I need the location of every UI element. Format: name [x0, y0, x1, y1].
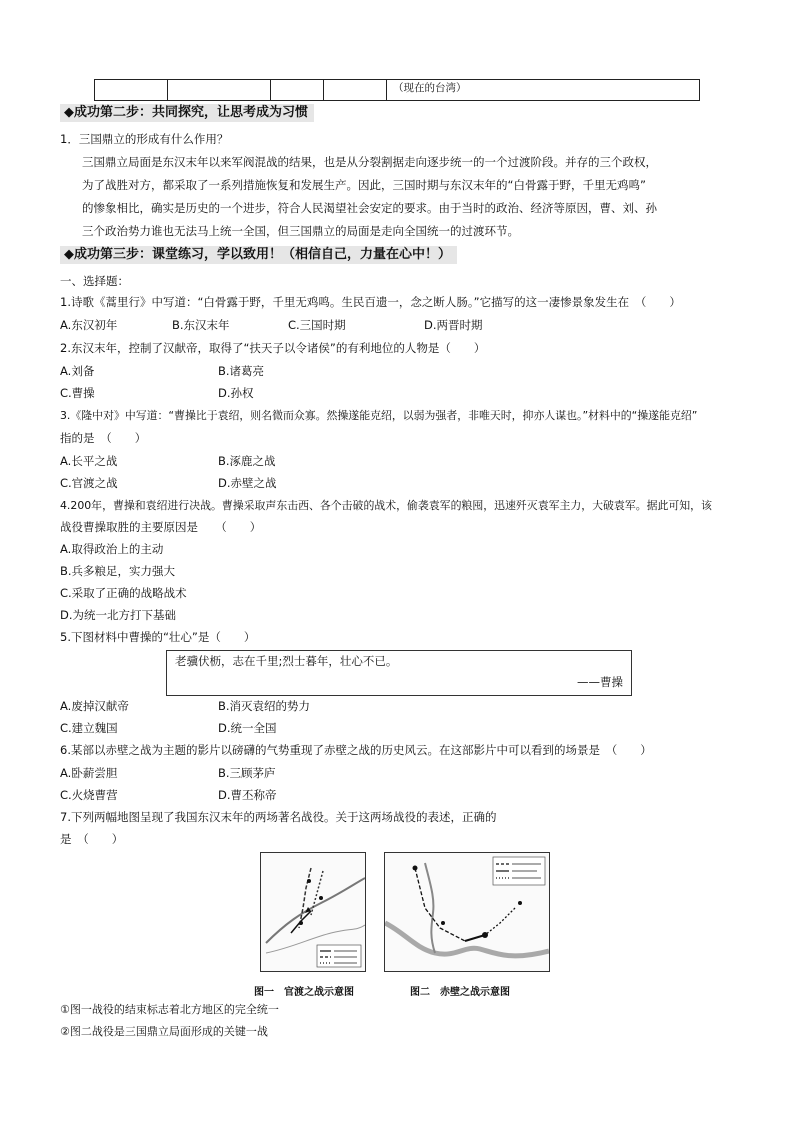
q5-quote: 老骥伏枥，志在千里;烈士暮年，壮心不已。	[175, 654, 398, 668]
map1-caption: 图一 官渡之战示意图	[254, 987, 354, 998]
q4-option-d: D.为统一北方打下基础	[60, 608, 177, 622]
q4-stem: 4.200年，曹操和袁绍进行决战。曹操采取声东击西、各个击破的战术，偷袭袁军的粮囤，迅速歼灭袁军主力，大破袁军。据此可知，该	[60, 499, 712, 512]
q1-option-b: B.东汉末年	[172, 318, 230, 332]
table-cell	[95, 80, 168, 101]
q7-statement-2: ②图二战役是三国鼎立局面形成的关键一战	[60, 1025, 268, 1038]
table-note-cell: （现在的台湾）	[387, 80, 700, 101]
q5-option-d: D.统一全国	[218, 721, 277, 735]
section-label: 一、选择题：	[60, 274, 129, 288]
q3-stem: 3.《隆中对》中写道：“曹操比于袁绍，则名微而众寡。然操遂能克绍，以弱为强者，非唯天时，抑亦人谋也。”材料中的“操遂能克绍”	[60, 409, 698, 422]
q5-author: ——曹操	[577, 675, 623, 689]
q5-option-a: A.废掉汉献帝	[60, 699, 129, 713]
q3-stem-cont: 指的是 （ ）	[60, 431, 147, 445]
map2-caption: 图二 赤壁之战示意图	[410, 987, 510, 998]
q5-stem: 5.下图材料中曹操的“壮心”是（ ）	[60, 630, 256, 644]
q2-stem: 2.东汉末年，控制了汉献帝，取得了“扶天子以令诸侯”的有利地位的人物是（ ）	[60, 341, 486, 355]
table-cell	[168, 80, 271, 101]
q3-option-a: A.长平之战	[60, 454, 118, 468]
answer-line: 为了战胜对方，都采取了一系列措施恢复和发展生产。因此，三国时期与东汉末年的“白骨露于野，千里无鸡鸣”	[82, 178, 646, 192]
q6-option-d: D.曹丕称帝	[218, 788, 277, 802]
q1-option-d: D.两晋时期	[424, 318, 483, 332]
answer-line: 三个政治势力谁也无法马上统一全国，但三国鼎立的局面是走向全国统一的过渡环节。	[82, 224, 519, 238]
guandu-map-drawing	[261, 853, 365, 971]
step3-heading: ◆成功第三步：课堂练习，学以致用！（相信自己，力量在心中！）	[60, 246, 457, 264]
q3-option-c: C.官渡之战	[60, 476, 118, 490]
step2-question: 1．三国鼎立的形成有什么作用？	[60, 132, 229, 146]
q3-option-b: B.涿鹿之战	[218, 454, 276, 468]
q3-option-d: D.赤壁之战	[218, 476, 277, 490]
q4-option-b: B.兵多粮足，实力强大	[60, 564, 176, 578]
q5-quote-box	[166, 650, 632, 696]
q4-stem-cont: 战役曹操取胜的主要原因是 （ ）	[60, 520, 262, 534]
answer-line: 三国鼎立局面是东汉末年以来军阀混战的结果，也是从分裂割据走向逐步统一的一个过渡阶段。并存的三个政权，	[82, 155, 657, 169]
q7-statement-1: ①图一战役的结束标志着北方地区的完全统一	[60, 1003, 279, 1016]
q5-option-b: B.消灭袁绍的势力	[218, 699, 311, 713]
q6-option-a: A.卧薪尝胆	[60, 766, 118, 780]
top-table	[94, 79, 700, 101]
table-cell	[271, 80, 324, 101]
q2-option-c: C.曹操	[60, 386, 95, 400]
q7-stem: 7.下列两幅地图呈现了我国东汉末年的两场著名战役。关于这两场战役的表述，正确的	[60, 810, 497, 824]
q2-option-b: B.诸葛亮	[218, 364, 265, 378]
q4-option-c: C.采取了正确的战略战术	[60, 586, 187, 600]
q7-stem-cont: 是 （ ）	[60, 832, 124, 846]
chibi-map-drawing	[385, 853, 549, 971]
q6-stem: 6.某部以赤壁之战为主题的影片以磅礴的气势重现了赤壁之战的历史风云。在这部影片中可以看到的场景是 （ ）	[60, 743, 652, 757]
q2-option-a: A.刘备	[60, 364, 95, 378]
q1-option-c: C.三国时期	[288, 318, 346, 332]
q6-option-c: C.火烧曹营	[60, 788, 118, 802]
q1-stem: 1.诗歌《蒿里行》中写道：“白骨露于野，千里无鸡鸣。生民百遗一，念之断人肠。”它描写的这一凄惨景象发生在 （ ）	[60, 295, 681, 309]
q2-option-d: D.孙权	[218, 386, 254, 400]
table-cell	[324, 80, 387, 101]
chibi-battle-map	[384, 852, 550, 972]
q6-option-b: B.三顾茅庐	[218, 766, 276, 780]
q1-option-a: A.东汉初年	[60, 318, 118, 332]
guandu-battle-map	[260, 852, 366, 972]
step2-heading: ◆成功第二步：共同探究，让思考成为习惯	[60, 104, 314, 122]
q5-option-c: C.建立魏国	[60, 721, 118, 735]
q4-option-a: A.取得政治上的主动	[60, 542, 164, 556]
answer-line: 的惨象相比，确实是历史的一个进步，符合人民渴望社会安定的要求。由于当时的政治、经济等原因，曹、刘、孙	[82, 201, 657, 215]
